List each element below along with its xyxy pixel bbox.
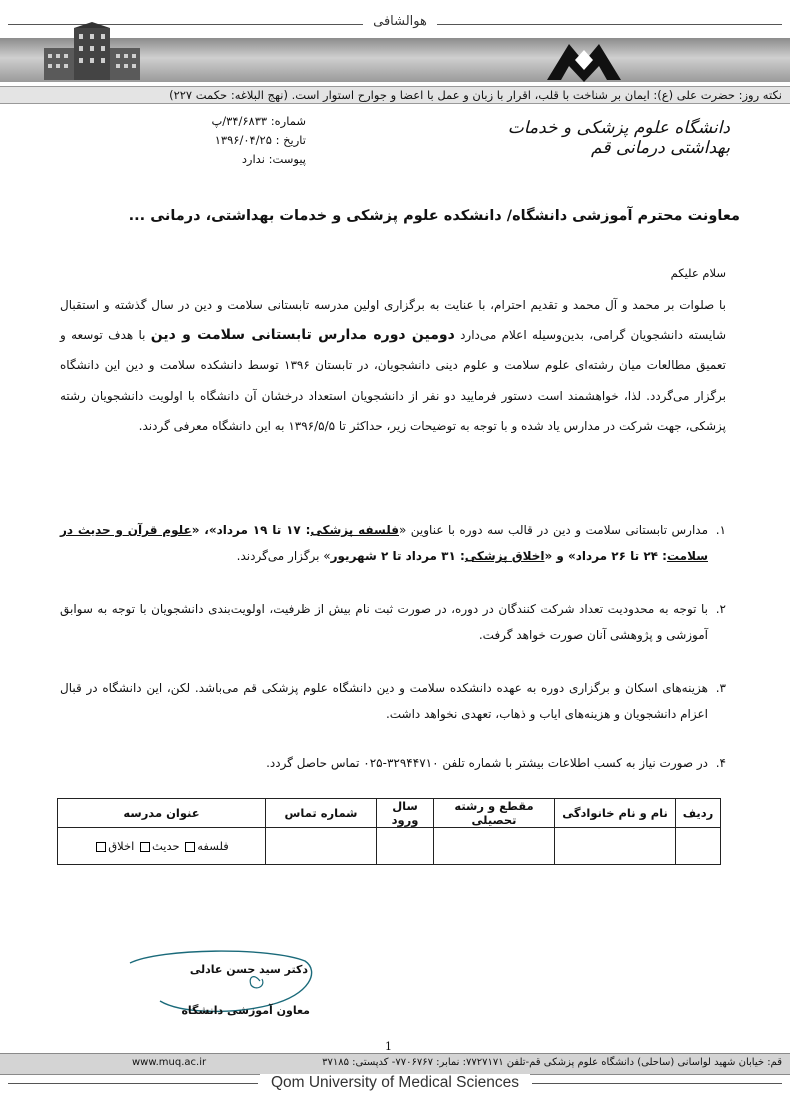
footer-band: [0, 1053, 790, 1075]
option-hadith-label: حدیث: [151, 839, 180, 853]
cell-row-number[interactable]: [676, 828, 721, 865]
thought-of-day-bar: [0, 86, 790, 104]
body-text-emphasis: دومین دوره مدارس تابستانی سلامت و دین: [150, 327, 455, 344]
item-1-dates-3: : ۳۱ مرداد تا ۲ شهریور: [330, 549, 465, 563]
col-entry-year: سال ورود: [377, 799, 434, 828]
letter-body-paragraph: [60, 290, 726, 441]
table-row: [58, 828, 721, 865]
list-item-number: ۱.: [715, 523, 726, 537]
university-name-calligraphy: دانشگاه علوم پزشکی و خدمات بهداشتی درمانی قم: [507, 118, 730, 158]
item-1-course-3: اخلاق پزشکی: [464, 549, 545, 563]
list-item-number: ۳.: [715, 681, 726, 695]
option-ethics-label: اخلاق: [108, 839, 135, 853]
cell-school-options: [58, 828, 266, 865]
col-degree-field: مقطع و رشته تحصیلی: [434, 799, 555, 828]
footer-university-english-name: Qom University of Medical Sciences: [260, 1074, 530, 1092]
col-row-number: ردیف: [676, 799, 721, 828]
item-1-dates-1: : ۱۷ تا ۱۹ مرداد»، «: [191, 523, 311, 537]
item-1-text: مدارس تابستانی سلامت و دین در قالب سه دوره با عناوین «: [398, 523, 708, 537]
item-1-course-2: علوم قرآن و حدیث در سلامت: [60, 523, 708, 563]
footer-website-link[interactable]: www.muq.ac.ir: [132, 1057, 207, 1068]
letter-date: تاریخ : ۱۳۹۶/۰۴/۲۵: [214, 133, 306, 147]
letter-recipient: معاونت محترم آموزشی دانشگاه/ دانشکده علوم پزشکی و خدمات بهداشتی، درمانی ...: [128, 208, 740, 224]
option-philosophy-checkbox[interactable]: [185, 842, 195, 852]
university-logo-icon: [545, 40, 623, 82]
item-1-dates-2: : ۲۴ تا ۲۶ مرداد» و «: [544, 549, 667, 563]
list-item-3: [60, 675, 726, 727]
list-item-number: ۴.: [715, 756, 726, 770]
letter-greeting: سلام علیکم: [670, 266, 726, 280]
thought-of-day-text: نکته روز: حضرت علی (ع): ایمان بر شناخت با قلب، اقرار با زبان و عمل با اعضا و جوارح استوار است. (نهج البلاغه: حکمت ۲۲۷): [169, 88, 782, 102]
list-item-2: [60, 596, 726, 648]
body-text-part-2: با هدف توسعه و تعمیق مطالعات میان رشته‌ای علوم سلامت و علوم دینی دانشجویان، در تابستان ۱۳۹۶ توسط دانشکده سلامت و دین این دانشگاه برگزار می‌گردد. لذا، خواهشمند است دستور فرمایید دو نفر از دانشجویان استعداد درخشان آن دانشگاه با اولویت دانشجویان رشته پزشکی، جهت شرکت در مدارس یاد شده و با توجه به توضیحات زیر، حداکثر تا ۱۳۹۶/۵/۵ به این دانشگاه معرفی گردند.: [60, 328, 726, 433]
signatory-name: دکتر سید حسن عادلی: [189, 963, 308, 976]
col-phone: شماره تماس: [266, 799, 377, 828]
option-ethics-checkbox[interactable]: [96, 842, 106, 852]
registration-table: [57, 798, 721, 865]
item-4-text: در صورت نیاز به کسب اطلاعات بیشتر با شماره تلفن ۳۲۹۴۴۷۱۰-۰۲۵ تماس حاصل گردد.: [266, 756, 708, 770]
option-philosophy-label: فلسفه: [197, 839, 229, 853]
footer-rule-right: [532, 1083, 782, 1084]
item-1-end: » برگزار می‌گردند.: [236, 549, 331, 563]
table-header-row: [58, 799, 721, 828]
page-number: 1: [385, 1040, 392, 1053]
letter-meta: [66, 112, 306, 169]
cell-degree-field[interactable]: [434, 828, 555, 865]
item-2-text: با توجه به محدودیت تعداد شرکت کنندگان در دوره، در صورت ثبت نام بیش از ظرفیت، اولویت‌بندی دانشجویان با توجه به سوابق آموزشی و پژوهشی آنان صورت خواهد گرفت.: [60, 602, 708, 642]
university-building-image: [44, 22, 140, 80]
motto-text: هوالشافی: [365, 14, 435, 29]
letter-number: شماره: ۳۴/۶۸۳۳/پ: [211, 114, 306, 128]
footer-address: قم: خیابان شهید لواسانی (ساحلی) دانشگاه علوم پزشکی قم-تلفن ۷۷۲۷۱۷۱: نمابر: ۷۷۰۶۷۶۷- کدپستی: ۳۷۱۸۵: [322, 1057, 782, 1068]
cell-entry-year[interactable]: [377, 828, 434, 865]
list-item-number: ۲.: [715, 602, 726, 616]
cell-phone[interactable]: [266, 828, 377, 865]
body-text-part-1: با صلوات بر محمد و آل محمد و تقدیم احترام، با عنایت به برگزاری اولین مدرسه تابستانی سلامت و دین در سال گذشته و استقبال شایسته دانشجویان گرامی، بدین‌وسیله اعلام می‌دارد: [60, 298, 726, 343]
item-1-course-1: فلسفه پزشکی: [310, 523, 399, 537]
footer-name-row: [0, 1074, 790, 1092]
footer-rule-left: [8, 1083, 258, 1084]
list-item-1: [60, 517, 726, 569]
col-full-name: نام و نام خانوادگی: [555, 799, 676, 828]
motto-rule-right: [437, 24, 782, 25]
option-hadith-checkbox[interactable]: [140, 842, 150, 852]
item-3-text: هزینه‌های اسکان و برگزاری دوره به عهده دانشکده سلامت و دین دانشگاه علوم پزشکی قم می‌باشد. لکن، این دانشگاه در قبال اعزام دانشجویان و هزینه‌های ایاب و ذهاب، تعهدی نخواهد داشت.: [60, 681, 708, 721]
list-item-4: [60, 750, 726, 776]
col-school-title: عنوان مدرسه: [58, 799, 266, 828]
letter-attachment: پیوست: ندارد: [241, 152, 306, 166]
signatory-title: معاون آموزشی دانشگاه: [181, 1004, 310, 1017]
cell-full-name[interactable]: [555, 828, 676, 865]
